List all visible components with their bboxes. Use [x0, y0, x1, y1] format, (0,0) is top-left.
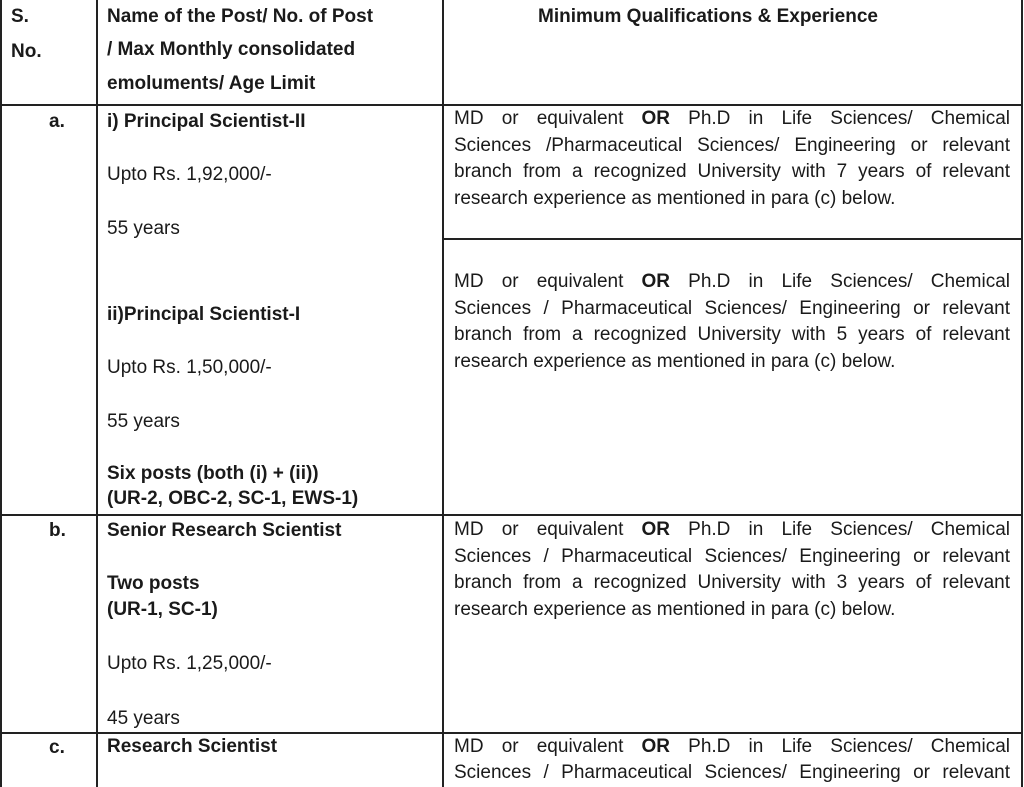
qual-text: MD or equivalent	[454, 736, 642, 757]
qual-line: branch from a recognized University with 7 years of relevant	[454, 161, 1010, 182]
post-name: Research Scientist	[107, 736, 278, 757]
row-divider	[0, 514, 1023, 516]
post-name: ii)Principal Scientist-I	[107, 304, 301, 325]
header-post: emoluments/ Age Limit	[107, 73, 316, 94]
qual-text: MD or equivalent	[454, 271, 642, 292]
qual-line: Sciences / Pharmaceutical Sciences/ Engineering or relevant	[454, 298, 1010, 319]
or-keyword: OR	[641, 108, 671, 129]
post-name: Senior Research Scientist	[107, 520, 342, 541]
header-qualifications: Minimum Qualifications & Experience	[538, 6, 878, 27]
qual-line: Sciences / Pharmaceutical Sciences/ Engineering or relevant	[454, 762, 1010, 783]
posts-reservation: (UR-1, SC-1)	[107, 599, 218, 620]
qual-line: Sciences / Pharmaceutical Sciences/ Engineering or relevant	[454, 546, 1010, 567]
column-divider	[442, 0, 444, 787]
or-keyword: OR	[641, 736, 671, 757]
posts-count: Two posts	[107, 573, 200, 594]
header-post: / Max Monthly consolidated	[107, 39, 356, 60]
age-limit: 55 years	[107, 411, 180, 432]
table-border-left	[0, 0, 2, 787]
qual-text: Ph.D in Life Sciences/ Chemical	[670, 519, 1010, 540]
age-limit: 55 years	[107, 218, 180, 239]
row-number: a.	[49, 111, 65, 132]
qual-line: research experience as mentioned in para (c) below.	[454, 188, 896, 209]
header-sno: No.	[11, 41, 42, 62]
age-limit: 45 years	[107, 708, 180, 729]
pay-limit: Upto Rs. 1,50,000/-	[107, 357, 272, 378]
qual-line: research experience as mentioned in para (c) below.	[454, 599, 896, 620]
qual-text: MD or equivalent	[454, 108, 642, 129]
qual-line: Sciences /Pharmaceutical Sciences/ Engineering or relevant	[454, 135, 1010, 156]
table-border-right	[1021, 0, 1023, 787]
header-sno: S.	[11, 6, 29, 27]
qual-text: MD or equivalent	[454, 519, 642, 540]
qual-line: branch from a recognized University with 5 years of relevant	[454, 324, 1010, 345]
or-keyword: OR	[641, 271, 671, 292]
posts-count: Six posts (both (i) + (ii))	[107, 463, 319, 484]
qual-text: Ph.D in Life Sciences/ Chemical	[670, 271, 1010, 292]
qual-line: branch from a recognized University with 3 years of relevant	[454, 572, 1010, 593]
header-post: Name of the Post/ No. of Post	[107, 6, 374, 27]
pay-limit: Upto Rs. 1,92,000/-	[107, 164, 272, 185]
pay-limit: Upto Rs. 1,25,000/-	[107, 653, 272, 674]
qual-text: Ph.D in Life Sciences/ Chemical	[670, 736, 1010, 757]
or-keyword: OR	[641, 519, 671, 540]
qual-line: research experience as mentioned in para (c) below.	[454, 351, 896, 372]
row-number: b.	[49, 520, 66, 541]
qual-text: Ph.D in Life Sciences/ Chemical	[670, 108, 1010, 129]
column-divider	[96, 0, 98, 787]
posts-reservation: (UR-2, OBC-2, SC-1, EWS-1)	[107, 488, 359, 509]
cell-divider	[443, 238, 1023, 240]
post-name: i) Principal Scientist-II	[107, 111, 306, 132]
row-number: c.	[49, 737, 65, 758]
